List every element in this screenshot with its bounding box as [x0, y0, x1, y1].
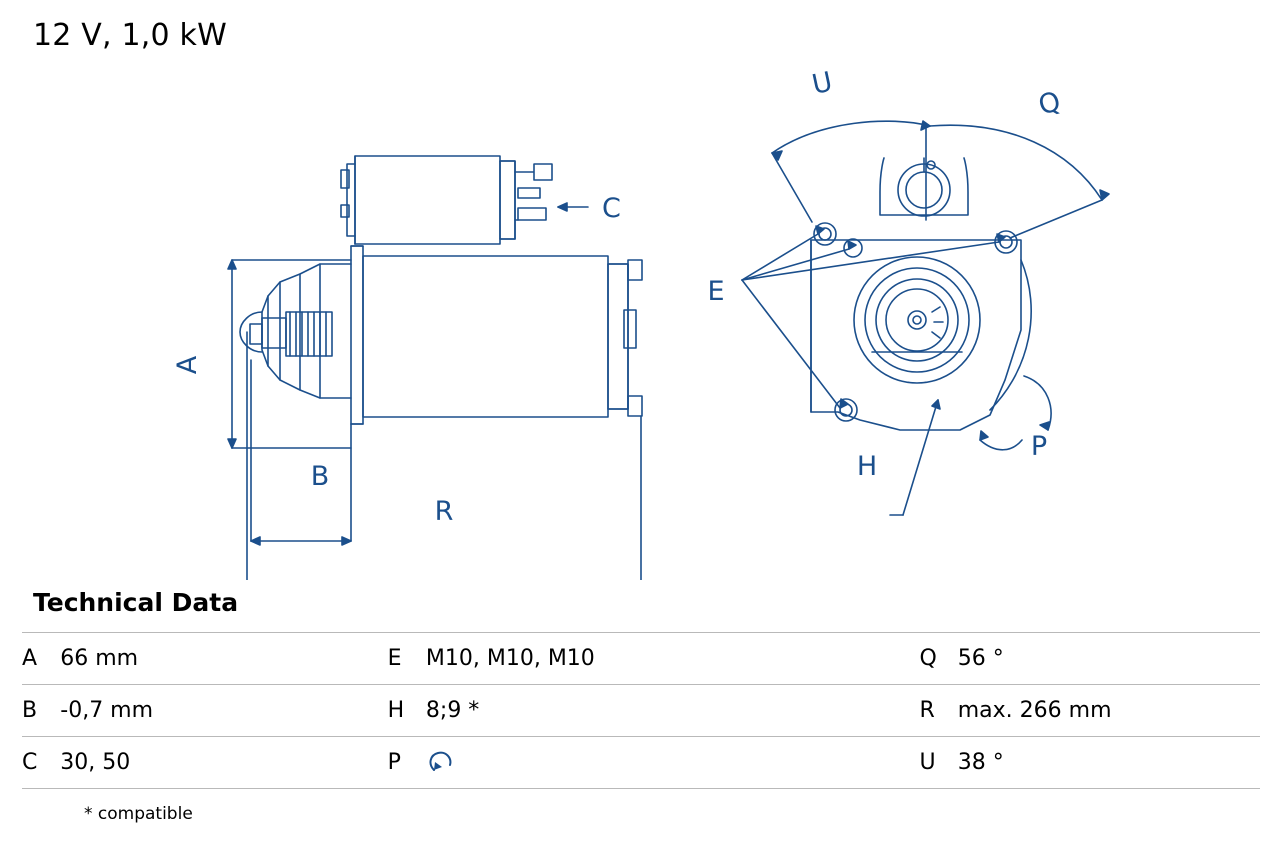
leader-C — [558, 203, 588, 211]
table-row — [22, 633, 1260, 685]
technical-data-table-wrapper — [22, 632, 1260, 789]
dimension-B — [251, 360, 351, 545]
technical-data-table — [22, 632, 1260, 789]
label-C: C — [602, 193, 621, 224]
row-value-Q: 56 ° — [958, 633, 1260, 685]
row-value-R: max. 266 mm — [958, 685, 1260, 737]
rotation-direction-icon — [426, 748, 920, 778]
row-value-C: 30, 50 — [60, 737, 387, 789]
label-A: A — [172, 355, 203, 375]
table-row — [22, 685, 1260, 737]
row-key-H: H — [388, 685, 426, 737]
label-E: E — [707, 276, 725, 307]
label-B: B — [310, 461, 330, 492]
dimension-R — [247, 332, 641, 580]
row-key-U: U — [919, 737, 957, 789]
side-view-main-body — [240, 246, 642, 424]
row-key-P: P — [388, 737, 426, 789]
label-Q: Q — [1035, 85, 1065, 122]
label-P: P — [1030, 431, 1048, 462]
row-key-E: E — [388, 633, 426, 685]
label-U: U — [809, 66, 836, 101]
row-value-U: 38 ° — [958, 737, 1260, 789]
table-row — [22, 737, 1260, 789]
technical-data-heading: Technical Data — [33, 588, 239, 617]
side-view-solenoid — [341, 156, 552, 244]
row-key-B: B — [22, 685, 60, 737]
row-key-R: R — [919, 685, 957, 737]
angle-Q — [930, 125, 1109, 238]
row-value-H: 8;9 * — [426, 685, 920, 737]
row-value-E: M10, M10, M10 — [426, 633, 920, 685]
table-footnote: * compatible — [84, 804, 193, 824]
label-H: H — [856, 451, 878, 482]
row-value-P — [426, 737, 920, 789]
label-R: R — [434, 496, 454, 527]
front-view — [811, 158, 1031, 430]
row-value-B: -0,7 mm — [60, 685, 387, 737]
row-key-A: A — [22, 633, 60, 685]
row-key-Q: Q — [919, 633, 957, 685]
page-title: 12 V, 1,0 kW — [33, 18, 227, 53]
leader-E — [742, 226, 1005, 408]
leader-H — [890, 400, 940, 515]
row-key-C: C — [22, 737, 60, 789]
technical-drawing — [0, 60, 1280, 580]
row-value-A: 66 mm — [60, 633, 387, 685]
